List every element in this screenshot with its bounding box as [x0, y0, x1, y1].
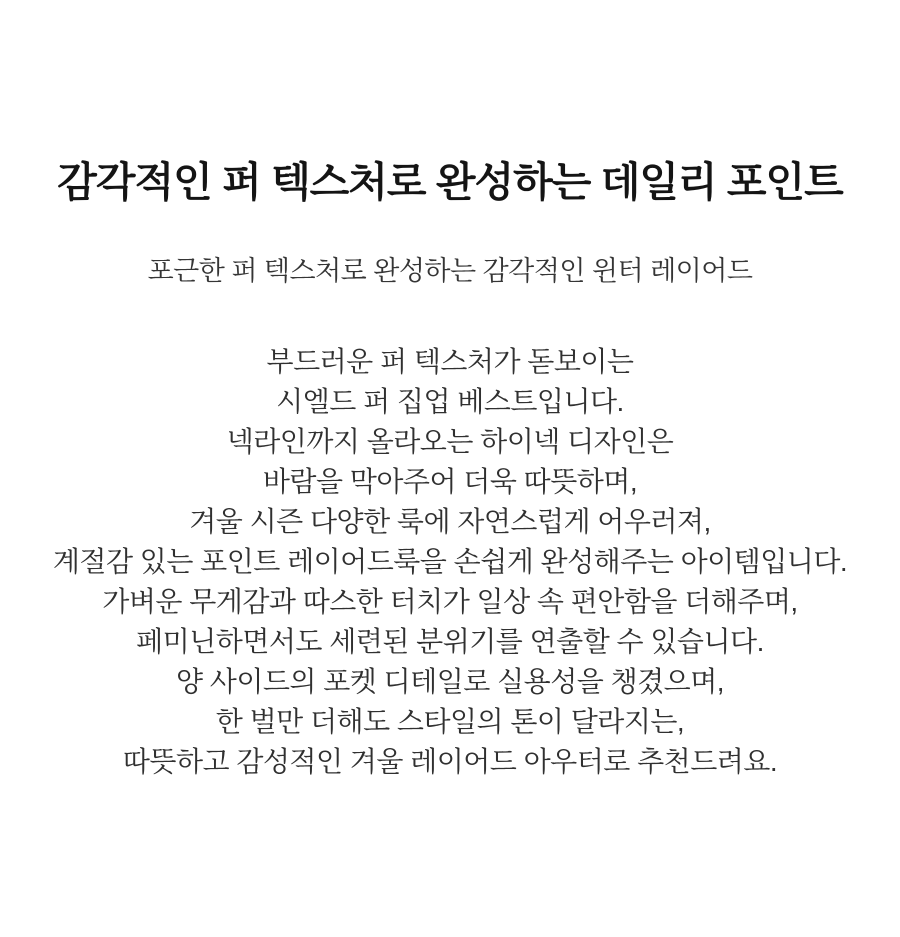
description-line: 넥라인까지 올라오는 하이넥 디자인은	[226, 426, 674, 457]
description-line: 부드러운 퍼 텍스처가 돋보이는	[266, 346, 634, 377]
description-line: 한 벌만 더해도 스타일의 톤이 달라지는,	[215, 706, 685, 737]
description-line: 양 사이드의 포켓 디테일로 실용성을 챙겼으며,	[175, 666, 725, 697]
description-line: 페미닌하면서도 세련된 분위기를 연출할 수 있습니다.	[136, 626, 764, 657]
description-line: 따뜻하고 감성적인 겨울 레이어드 아우터로 추천드려요.	[122, 746, 778, 777]
description-line: 시엘드 퍼 집업 베스트입니다.	[276, 386, 624, 417]
description-line: 겨울 시즌 다양한 룩에 자연스럽게 어우러져,	[189, 506, 711, 537]
page-title: 감각적인 퍼 텍스처로 완성하는 데일리 포인트	[57, 159, 843, 205]
page-subtitle: 포근한 퍼 텍스처로 완성하는 감각적인 윈터 레이어드	[147, 256, 753, 286]
description-text	[0, 342, 900, 782]
description-line: 가벼운 무게감과 따스한 터치가 일상 속 편안함을 더해주며,	[102, 586, 798, 617]
description-line: 바람을 막아주어 더욱 따뜻하며,	[262, 466, 638, 497]
description-line: 계절감 있는 포인트 레이어드룩을 손쉽게 완성해주는 아이템입니다.	[52, 546, 848, 577]
